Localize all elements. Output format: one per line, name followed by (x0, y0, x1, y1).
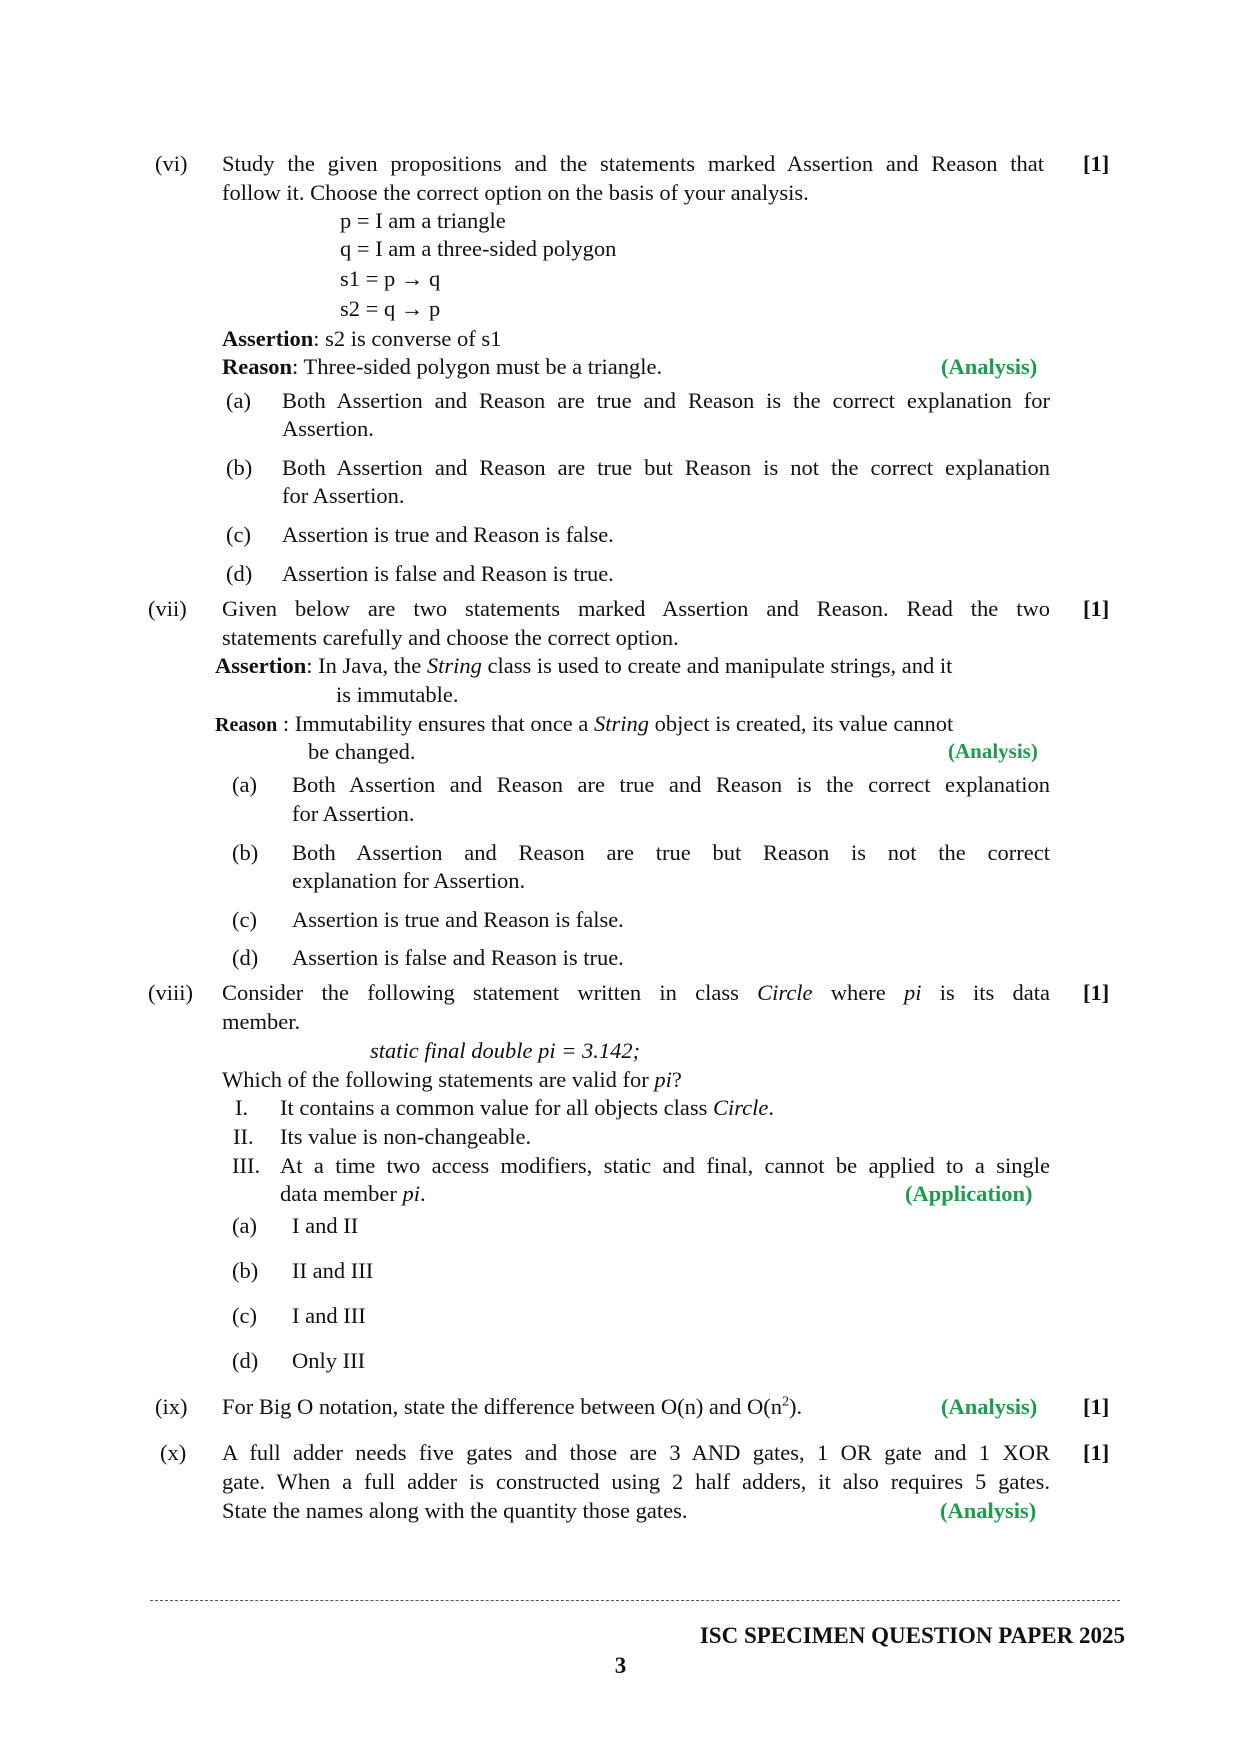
question-number: (x) (160, 1440, 187, 1465)
question-text: A full adder needs five gates and those are 3 AND gates, 1 OR gate and 1 XOR (222, 1440, 1050, 1465)
option-label: (c) (232, 907, 257, 932)
reason: Reason : Immutability ensures that once a String object is created, its value cannot (215, 711, 954, 736)
option-text: for Assertion. (282, 483, 405, 508)
cognitive-level-tag: (Analysis) (941, 354, 1038, 379)
option-text: Both Assertion and Reason are true but Reason is not the correct explanation (282, 455, 1050, 480)
statement-text: data member pi. (280, 1181, 426, 1206)
proposition: s1 = p → q (340, 266, 441, 291)
marks: [1] (1083, 1440, 1110, 1465)
option-text: Both Assertion and Reason are true but Reason is not the correct (292, 840, 1050, 865)
option-text: explanation for Assertion. (292, 868, 526, 893)
cognitive-level-tag: (Analysis) (948, 739, 1038, 763)
proposition: s2 = q → p (340, 296, 441, 321)
question-text: gate. When a full adder is constructed using 2 half adders, it also requires 5 gates. (222, 1469, 1050, 1494)
option-text: Assertion is true and Reason is false. (292, 907, 624, 932)
cognitive-level-tag: (Analysis) (940, 1498, 1037, 1523)
option-text: I and III (292, 1303, 366, 1328)
assertion: is immutable. (336, 682, 459, 707)
option-label: (d) (226, 561, 253, 586)
question-text: member. (222, 1009, 301, 1034)
footer-title: ISC SPECIMEN QUESTION PAPER 2025 (699, 1623, 1125, 1648)
statement-text: Its value is non-changeable. (280, 1124, 532, 1149)
reason: be changed. (308, 739, 416, 764)
question-text: State the names along with the quantity those gates. (222, 1498, 688, 1523)
option-text: Only III (292, 1348, 366, 1373)
question-text: Which of the following statements are valid for pi? (222, 1067, 682, 1092)
option-text: Assertion. (282, 416, 374, 441)
option-label: (a) (226, 388, 251, 413)
question-text: Given below are two statements marked Assertion and Reason. Read the two (222, 596, 1050, 621)
question-number: (ix) (155, 1394, 188, 1419)
marks: [1] (1083, 596, 1110, 621)
proposition: q = I am a three-sided polygon (340, 236, 617, 261)
assertion: Assertion: s2 is converse of s1 (222, 326, 502, 351)
option-text: II and III (292, 1258, 374, 1283)
marks: [1] (1083, 1394, 1110, 1419)
question-text: Study the given propositions and the statements marked Assertion and Reason that (222, 151, 1044, 176)
question-number: (vi) (155, 151, 188, 176)
option-text: Assertion is false and Reason is true. (292, 945, 624, 970)
assertion: Assertion: In Java, the String class is used to create and manipulate strings, and it (215, 653, 953, 678)
page-number: 3 (614, 1653, 627, 1678)
option-label: (d) (232, 945, 259, 970)
question-text: For Big O notation, state the difference between O(n) and $O(n^2)$. (222, 1394, 803, 1419)
statement-numeral: I. (235, 1095, 249, 1120)
proposition: p = I am a triangle (340, 208, 506, 233)
reason: Reason: Three-sided polygon must be a triangle. (222, 354, 663, 379)
statement-numeral: III. (232, 1153, 261, 1178)
option-text: Assertion is false and Reason is true. (282, 561, 614, 586)
marks: [1] (1083, 151, 1110, 176)
cognitive-level-tag: (Application) (905, 1181, 1033, 1206)
option-label: (a) (232, 1213, 257, 1238)
footer-divider (150, 1600, 1120, 1601)
statement-text: It contains a common value for all objects class Circle. (280, 1095, 775, 1120)
statement-numeral: II. (233, 1124, 254, 1149)
option-label: (c) (226, 522, 251, 547)
option-label: (b) (226, 455, 253, 480)
marks: [1] (1083, 980, 1110, 1005)
option-label: (d) (232, 1348, 259, 1373)
question-text: statements carefully and choose the correct option. (222, 625, 679, 650)
question-text: Consider the following statement written in class Circle where pi is its data (222, 980, 1051, 1005)
option-label: (c) (232, 1303, 257, 1328)
option-text: Both Assertion and Reason are true and Reason is the correct explanation (292, 772, 1050, 797)
option-text: Both Assertion and Reason are true and Reason is the correct explanation for (282, 388, 1050, 413)
option-text: I and II (292, 1213, 359, 1238)
option-text: for Assertion. (292, 801, 415, 826)
option-label: (a) (232, 772, 257, 797)
question-number: (vii) (148, 596, 187, 621)
question-number: (viii) (148, 980, 193, 1005)
code-statement: static final double pi = 3.142; (370, 1038, 641, 1063)
option-text: Assertion is true and Reason is false. (282, 522, 614, 547)
question-text: follow it. Choose the correct option on the basis of your analysis. (222, 180, 809, 205)
option-label: (b) (232, 1258, 259, 1283)
statement-text: At a time two access modifiers, static and final, cannot be applied to a single (280, 1153, 1050, 1178)
option-label: (b) (232, 840, 259, 865)
cognitive-level-tag: (Analysis) (941, 1394, 1038, 1419)
